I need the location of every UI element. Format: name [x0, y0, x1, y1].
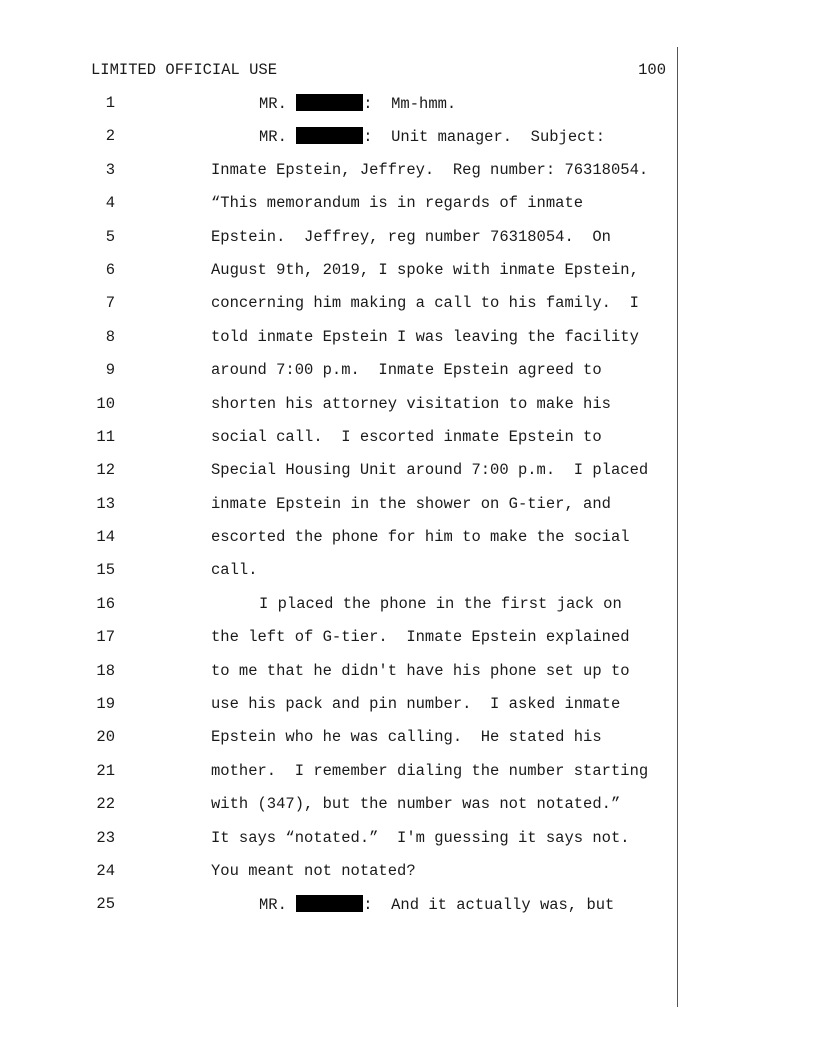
transcript-line [0, 428, 816, 461]
line-number: 13 [96, 494, 115, 513]
line-number: 7 [105, 294, 115, 313]
transcript-line [0, 294, 816, 327]
transcript-line [0, 461, 816, 494]
transcript-line [0, 695, 816, 728]
line-number: 8 [105, 327, 115, 346]
line-content: escorted the phone for him to make the social [211, 528, 630, 547]
line-content: It says “notated.” I'm guessing it says not. [211, 828, 630, 847]
transcript-line [0, 662, 816, 695]
line-number: 6 [105, 260, 115, 279]
classification-header: LIMITED OFFICIAL USE [91, 61, 278, 79]
line-number: 1 [105, 94, 115, 112]
line-content: Inmate Epstein, Jeffrey. Reg number: 76318054. [211, 160, 649, 179]
line-number: 4 [105, 194, 115, 213]
transcript-line [0, 728, 816, 761]
line-text [259, 595, 622, 613]
line-number: 3 [105, 160, 115, 179]
line-content: : Mm-hmm. [363, 95, 457, 113]
line-content: Special Housing Unit around 7:00 p.m. I placed [211, 461, 649, 480]
line-content: You meant not notated? [211, 861, 416, 880]
line-content: inmate Epstein in the shower on G-tier, and [211, 494, 611, 513]
transcript-line [0, 395, 816, 428]
line-number: 12 [96, 461, 115, 480]
line-text [211, 528, 630, 546]
transcript-line [0, 228, 816, 261]
line-number: 16 [96, 594, 115, 613]
line-number: 17 [96, 628, 115, 647]
line-content: the left of G-tier. Inmate Epstein explained [211, 628, 630, 647]
speaker-prefix: MR. [259, 896, 297, 915]
line-text [259, 94, 456, 113]
line-number: 25 [96, 895, 115, 914]
transcript-line [0, 328, 816, 361]
line-text [259, 127, 605, 146]
line-content: “This memorandum is in regards of inmate [211, 194, 584, 213]
transcript-line [0, 194, 816, 227]
line-number: 15 [96, 561, 115, 580]
transcript-line [0, 528, 816, 561]
line-text [211, 862, 416, 880]
redaction-box [296, 94, 363, 111]
transcript-line [0, 895, 816, 928]
redaction-box [296, 895, 363, 912]
line-number: 5 [105, 227, 115, 246]
line-number: 10 [96, 394, 115, 413]
line-text [211, 428, 602, 446]
line-text [211, 762, 648, 780]
line-text [211, 228, 611, 246]
line-content: shorten his attorney visitation to make his [211, 394, 611, 413]
line-content: Epstein. Jeffrey, reg number 76318054. On [211, 227, 611, 246]
line-number: 14 [96, 528, 115, 547]
line-text [211, 795, 620, 813]
line-number: 19 [96, 695, 115, 714]
line-number: 9 [105, 361, 115, 380]
line-content: concerning him making a call to his family. I [211, 294, 639, 313]
line-text [259, 895, 614, 914]
line-content: mother. I remember dialing the number starting [211, 761, 649, 780]
line-text [211, 561, 258, 579]
line-text [211, 194, 583, 212]
transcript-line [0, 595, 816, 628]
line-number: 22 [96, 795, 115, 814]
transcript-body [0, 94, 816, 929]
line-text [211, 361, 602, 379]
line-content: August 9th, 2019, I spoke with inmate Epstein, [211, 260, 639, 279]
line-number: 23 [96, 828, 115, 847]
line-number: 21 [96, 761, 115, 780]
line-content: told inmate Epstein I was leaving the facility [211, 327, 639, 346]
speaker-prefix: MR. [259, 95, 297, 113]
line-text [211, 662, 630, 680]
line-content: Epstein who he was calling. He stated his [211, 728, 602, 747]
line-number: 20 [96, 728, 115, 747]
line-content: call. [211, 561, 258, 580]
line-text [211, 294, 639, 312]
line-text [211, 728, 602, 746]
line-number: 24 [96, 861, 115, 880]
transcript-line [0, 361, 816, 394]
line-content: use his pack and pin number. I asked inmate [211, 695, 621, 714]
line-text [211, 395, 611, 413]
line-text [211, 829, 630, 847]
transcript-line [0, 762, 816, 795]
line-number: 2 [105, 127, 115, 146]
line-number: 11 [96, 427, 115, 446]
transcript-line [0, 829, 816, 862]
transcript-line [0, 561, 816, 594]
line-content: social call. I escorted inmate Epstein to [211, 427, 602, 446]
transcript-line [0, 127, 816, 160]
transcript-line [0, 628, 816, 661]
line-content: with (347), but the number was not notated.” [211, 795, 621, 814]
line-text [211, 628, 630, 646]
line-content: : Unit manager. Subject: [363, 128, 606, 147]
transcript-line [0, 795, 816, 828]
transcript-line [0, 495, 816, 528]
transcript-line [0, 161, 816, 194]
transcript-line [0, 94, 816, 127]
transcript-line [0, 261, 816, 294]
line-number: 18 [96, 661, 115, 680]
redaction-box [296, 127, 363, 144]
line-content: I placed the phone in the first jack on [259, 594, 622, 613]
line-content: : And it actually was, but [363, 896, 615, 915]
transcript-line [0, 862, 816, 895]
line-text [211, 161, 648, 179]
line-text [211, 461, 648, 479]
line-content: around 7:00 p.m. Inmate Epstein agreed to [211, 361, 602, 380]
line-content: to me that he didn't have his phone set up to [211, 661, 630, 680]
line-text [211, 328, 639, 346]
page-number: 100 [638, 61, 666, 79]
line-text [211, 261, 639, 279]
line-text [211, 695, 620, 713]
speaker-prefix: MR. [259, 128, 297, 147]
line-text [211, 495, 611, 513]
